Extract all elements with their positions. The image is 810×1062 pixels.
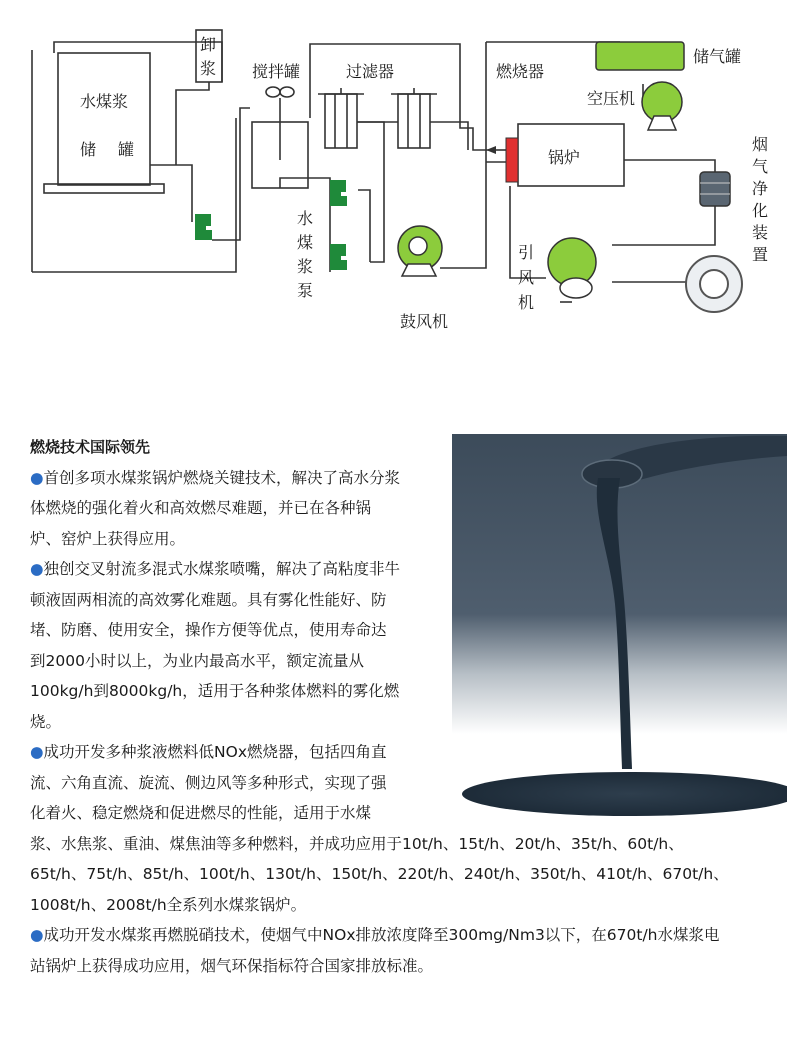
flue-cleaning-label-1: 烟 <box>752 135 769 154</box>
bullet-3-line-2: 流、六角直流、旋流、侧边风等多种形式，实现了强 <box>30 773 387 792</box>
slurry-pump-label-2: 煤 <box>297 233 314 252</box>
bullet-dot: ● <box>30 926 44 944</box>
filter-out-line <box>430 122 468 150</box>
blower-line <box>440 162 486 268</box>
storage-tank <box>58 53 150 185</box>
bullet-2-line-1 <box>30 554 445 585</box>
filter-1 <box>325 94 357 148</box>
flue-cleaning-label-3: 净 <box>752 179 769 198</box>
slurry-pump-2 <box>330 180 347 206</box>
filter-top-line <box>310 44 490 150</box>
bullet-2-line-5: 100kg/h到8000kg/h，适用于各种浆体燃料的雾化燃 <box>30 682 400 700</box>
induced-fan-label-1: 引 <box>518 243 535 262</box>
section-heading: 燃烧技术国际领先 <box>30 438 151 456</box>
bullet-text: 成功开发多种浆液燃料低NOx燃烧器，包括四角直 <box>43 743 387 761</box>
flue-cleaning-label-5: 装 <box>752 223 769 242</box>
process-flow-diagram <box>0 0 810 340</box>
bullet-dot: ● <box>30 560 44 578</box>
chimney <box>686 256 742 312</box>
induced-fan-label-3: 机 <box>518 293 535 312</box>
bullet-1-line-1 <box>30 463 445 494</box>
pump1-outlet <box>212 108 250 240</box>
bullet-dot: ● <box>30 743 44 761</box>
mixing-tank-label: 搅拌罐 <box>252 62 301 81</box>
unload-slurry-label-1: 卸 <box>200 35 217 54</box>
gas-tank <box>596 42 684 70</box>
bullet-dot: ● <box>30 468 44 487</box>
bullet-2-line-6: 烧。 <box>30 712 62 731</box>
bullet-2-line-4: 到2000小时以上，为业内最高水平，额定流量从 <box>30 651 364 670</box>
induced-fan <box>548 238 596 298</box>
blower <box>398 226 442 276</box>
return-line <box>54 42 222 82</box>
storage-tank-label-1: 水煤浆 <box>80 92 129 111</box>
compressor-label: 空压机 <box>587 89 636 108</box>
flue-line <box>624 160 715 172</box>
burner <box>506 138 518 182</box>
bullet-1-line-2: 体燃烧的强化着火和高效燃尽难题，并已在各种锅 <box>30 499 372 517</box>
bullet-text: 独创交叉射流多混式水煤浆喷嘴，解决了高粘度非牛 <box>43 560 401 578</box>
slurry-pump-label-4: 泵 <box>297 281 314 300</box>
burner-label: 燃烧器 <box>496 62 545 81</box>
slurry-pump-label-1: 水 <box>297 209 314 228</box>
filter-label: 过滤器 <box>346 62 395 81</box>
bullet-item-4 <box>30 920 790 981</box>
bullet-3-line-4: 浆、水焦浆、重油、煤焦油等多种燃料，并成功应用于10t/h、15t/h、20t/h、35t/h、60t/h、 <box>30 834 684 853</box>
storage-tank-label-3: 罐 <box>118 140 135 159</box>
bullet-text: 成功开发水煤浆再燃脱硝技术，使烟气中NOx排放浓度降至300mg/Nm3以下，在670t/h水煤浆电 <box>43 926 720 944</box>
gas-tank-label: 储气罐 <box>693 47 742 66</box>
boiler-label: 锅炉 <box>548 148 581 167</box>
unload-line <box>176 82 209 165</box>
bullet-3-line-3: 化着火、稳定燃烧和促进燃尽的性能，适用于水煤 <box>30 804 372 822</box>
bullet-4-line-2: 站锅炉上获得成功应用，烟气环保指标符合国家排放标准。 <box>30 956 434 975</box>
bullet-3-line-5: 65t/h、75t/h、85t/h、100t/h、130t/h、150t/h、220t/h、240t/h、350t/h、410t/h、670t/h、 <box>30 865 729 883</box>
bullet-1-line-3: 炉、窑炉上获得应用。 <box>30 529 186 548</box>
flue-gas-cleaner <box>700 172 730 206</box>
slurry-pump-1 <box>195 214 212 240</box>
bullet-3-line-6: 1008t/h、2008t/h全系列水煤浆锅炉。 <box>30 895 307 914</box>
bullet-2-line-2: 顿液固两相流的高效雾化难题。具有雾化性能好、防 <box>30 590 387 609</box>
bullet-3-line-1 <box>30 737 445 768</box>
bullet-item-2 <box>30 554 445 737</box>
induced-fan-label-2: 风 <box>518 268 535 287</box>
bullet-4-line-1 <box>30 920 782 951</box>
flue-cleaning-label-4: 化 <box>752 201 769 220</box>
slurry-pump-label-3: 浆 <box>297 257 314 276</box>
unload-slurry-label-2: 浆 <box>200 59 217 78</box>
flue-cleaning-label-6: 置 <box>752 245 769 264</box>
storage-tank-label-2: 储 <box>80 140 97 159</box>
flue-cleaning-label-2: 气 <box>752 157 769 176</box>
content-text <box>30 432 790 981</box>
filter-2 <box>398 94 430 148</box>
bullet-item-3 <box>30 737 790 920</box>
bullet-item-1 <box>30 463 445 555</box>
bullet-text: 首创多项水煤浆锅炉燃烧关键技术，解决了高水分浆 <box>43 468 401 487</box>
slurry-pump-3 <box>330 244 347 270</box>
bullet-2-line-3: 堵、防磨、使用安全，操作方便等优点，使用寿命达 <box>30 621 387 639</box>
blower-label: 鼓风机 <box>400 312 449 331</box>
